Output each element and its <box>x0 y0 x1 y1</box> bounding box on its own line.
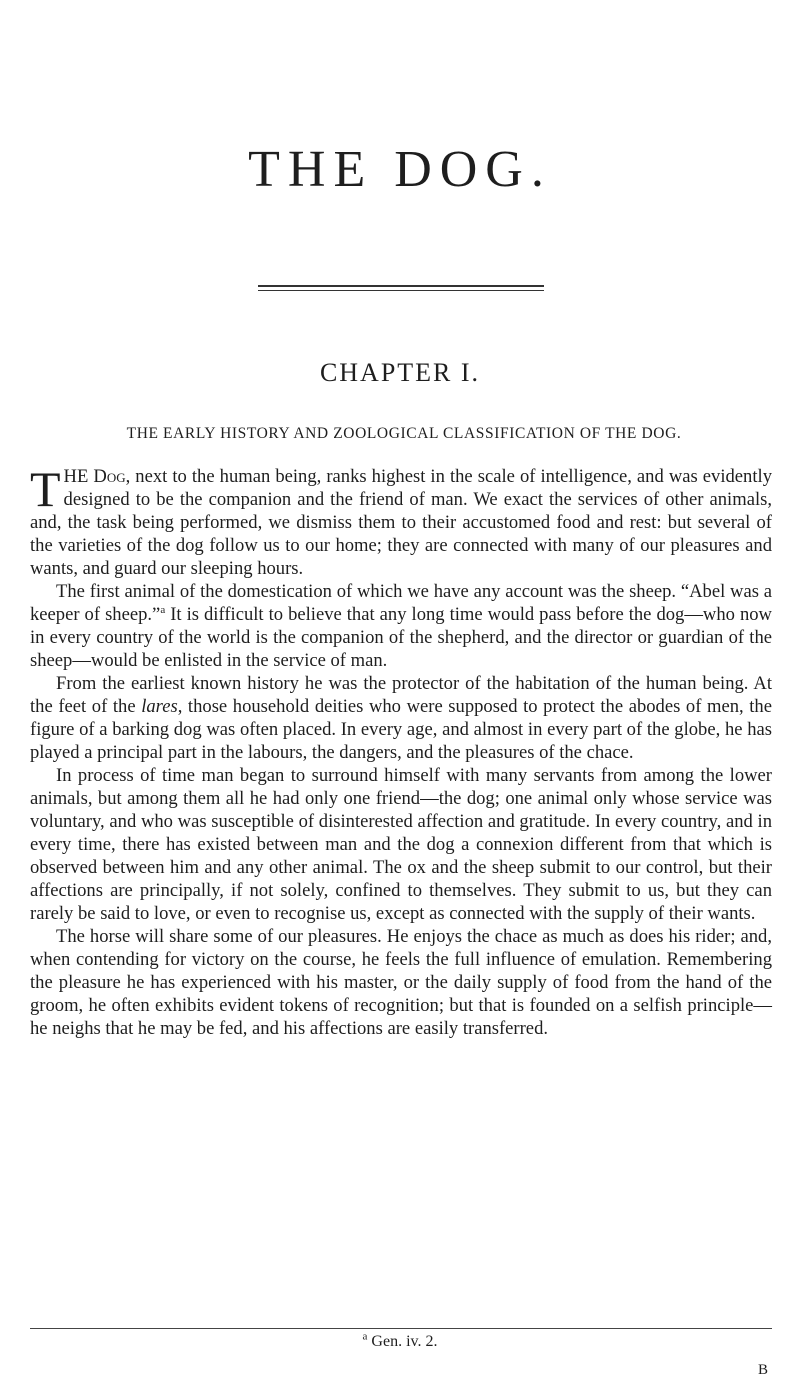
paragraph-1 <box>30 461 772 580</box>
title-rule-thin <box>258 290 544 291</box>
signature-mark: B <box>757 1362 768 1378</box>
italic-word-lares: lares <box>141 696 178 717</box>
paragraph-2-text-a: The first animal of the domestication of which we have any account was the sheep. “Abel was a keeper of sheep.” <box>30 581 772 625</box>
footnote <box>0 1330 800 1351</box>
paragraph-3-text-a: From the earliest known history he was the protector of the habitation of the human being. At the feet of the <box>30 673 772 717</box>
footnote-reference: a <box>160 603 166 616</box>
chapter-heading: CHAPTER I. <box>319 358 481 387</box>
title-rule <box>258 285 544 287</box>
footnote-text: Gen. iv. 2. <box>367 1333 438 1350</box>
body-text <box>30 461 772 1040</box>
page-title: THE DOG. <box>248 141 552 198</box>
footnote-rule <box>30 1328 772 1329</box>
paragraph-4: In process of time man began to surround himself with many servants from among the lower animals, but among them all he had only one friend—the dog; one animal only whose service was voluntary, and who was susceptible of disinterested affection and gratitude. In every country, and in every time, there has existed between man and the dog a connexion different from that which is observed between him and any other animal. The ox and the sheep submit to our control, but their affections are principally, if not solely, confined to themselves. They submit to us, but they can rarely be said to love, or even to recognise us, except as connected with the supply of their wants. <box>30 765 772 924</box>
opening-words: HE Dog, <box>63 466 131 487</box>
paragraph-3-text-b: , those household deities who were supposed to protect the abodes of men, the figure of a barking dog was often placed. In every age, and almost in every part of the globe, he has played a principal part in the labours, the dangers, and the pleasures of the chace. <box>30 696 772 763</box>
footnote-marker: a <box>362 1330 368 1343</box>
paragraph-5: The horse will share some of our pleasures. He enjoys the chace as much as does his rider; and, when contending for victory on the course, he feels the full influence of emulation. Remembering the pleasure he has experienced with his master, or the daily supply of food from the hand of the groom, he often exhibits evident tokens of recognition; but that is founded on a selfish principle—he neighs that he may be fed, and his affections are easily transferred. <box>30 926 772 1039</box>
paragraph-2 <box>30 580 772 672</box>
paragraph-2-text-b: It is difficult to believe that any long time would pass before the dog—who now in every country of the world is the companion of the shepherd, and the director or guardian of the sheep—would be enlisted in the service of man. <box>30 604 772 671</box>
chapter-subtitle: THE EARLY HISTORY AND ZOOLOGICAL CLASSIFICATION OF THE DOG. <box>126 425 682 442</box>
drop-cap: T <box>30 461 61 517</box>
paragraph-1-text: next to the human being, ranks highest in the scale of intelligence, and was evidently designed to be the companion and the friend of man. We exact the services of other animals, and, the task being performed, we dismiss them to their accustomed food and rest: but several of the varieties of the dog follow us to our home; they are connected with many of our pleasures and wants, and guard our sleeping hours. <box>30 466 772 579</box>
paragraph-3 <box>30 672 772 764</box>
